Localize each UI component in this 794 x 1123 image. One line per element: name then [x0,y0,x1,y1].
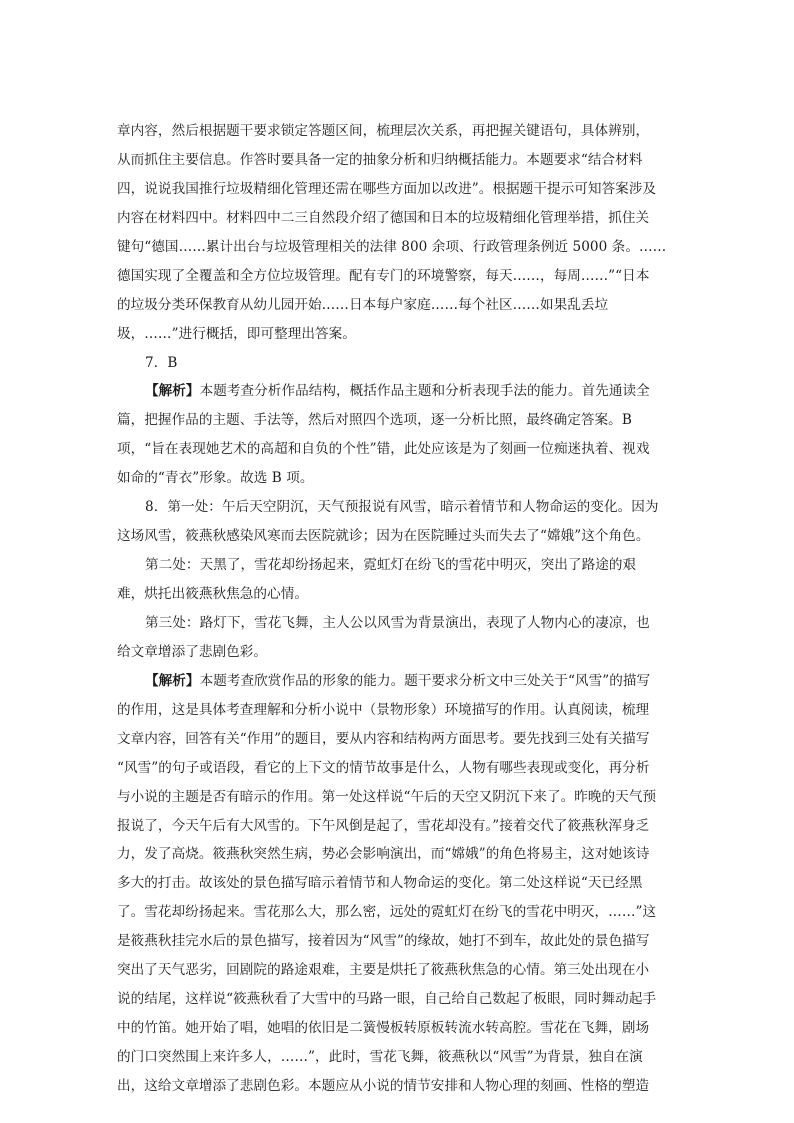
document-body [117,117,677,1101]
text-line: 多大的打击。故该处的景色描写暗示着情节和人物命运的变化。第二处这样说“天已经黑 [117,875,643,892]
text-line: 第二处：天黑了，雪花却纷扬起来，霓虹灯在纷飞的雪花中明灭，突出了路途的艰 [145,557,637,574]
text-line: 突出了天气恶劣，回剧院的路途艰难，主要是烘托了筱燕秋焦急的心情。第三处出现在小 [117,962,650,979]
answer-number-7: 7．B [145,354,178,371]
analysis-tag: 【解析】 [145,383,200,400]
text-line: 文章内容，回答有关“作用”的题目，要从内容和结构两方面思考。要先找到三处有关描写 [117,730,650,747]
text-line: 与小说的主题是否有暗示的作用。第一处这样说“午后的天空又阴沉下来了。昨晚的天气预 [117,788,657,805]
answer-number-8: 8．第一处：午后天空阴沉，天气预报说有风雪，暗示着情节和人物命运的变化。因为 [145,499,659,516]
analysis-tag: 【解析】 [145,672,200,689]
text-line: 键句“德国……累计出台与垃圾管理相关的法律 800 余项、行政管理条例近 5000 条。…… [117,238,667,255]
text-line: 是筱燕秋挂完水后的景色描写，接着因为“风雪”的缘故，她打不到车，故此处的景色描写 [117,933,650,950]
text-line: 给文章增添了悲剧色彩。 [117,643,268,660]
text-line: 德国实现了全覆盖和全方位垃圾管理。配有专门的环境警察，每天……，每周……”“日本 [117,267,650,284]
text-line: 圾，……”进行概括，即可整理出答案。 [117,325,356,342]
text-line: 中的竹笛。她开始了唱，她唱的依旧是二簧慢板转原板转流水转高腔。雪花在飞舞，剧场 [117,1020,650,1037]
analysis-text: 本题考查欣赏作品的形象的能力。题干要求分析文中三处关于“风雪”的描写 [199,672,651,689]
analysis-paragraph-7-line [117,377,677,406]
text-line: 章内容，然后根据题干要求锁定答题区间，梳理层次关系，再把握关键语句，具体辨别， [117,123,650,139]
text-line: 了。雪花却纷扬起来。雪花那么大，那么密，远处的霓虹灯在纷飞的雪花中明灭，……”这 [117,904,657,921]
text-line: 难，烘托出筱燕秋焦急的心情。 [117,586,309,602]
text-line: “风雪”的句子或语段，看它的上下文的情节故事是什么，人物有哪些表现或变化，再分析 [117,759,650,776]
text-line: 从而抓住主要信息。作答时要具备一定的抽象分析和归纳概括能力。本题要求“结合材料 [117,151,643,168]
analysis-paragraph-8-line [117,667,677,696]
text-line: 力，发了高烧。筱燕秋突然生病，势必会影响演出，而“嫦娥”的角色将易主，这对她该诗 [117,846,650,863]
text-line: 的作用，这是具体考查理解和分析小说中（景物形象）环境描写的作用。认真阅读，梳理 [117,701,650,718]
text-line: 项，“旨在表现她艺术的高超和自负的个性”错，此处应该是为了刻画一位痴迷执着、视戏 [117,441,650,458]
text-line: 这场风雪，筱燕秋感染风寒而去医院就诊；因为在医院睡过头而失去了“嫦娥”这个角色。 [117,528,650,545]
text-line: 内容在材料四中。材料四中二三自然段介绍了德国和日本的垃圾精细化管理举措，抓住关 [117,209,650,226]
text-line: 四，说说我国推行垃圾精细化管理还需在哪些方面加以改进”。根据题干提示可知答案涉及 [117,180,657,197]
text-line: 的垃圾分类环保教育从幼儿园开始……日本每户家庭……每个社区……如果乱丢垃 [117,296,609,313]
text-line: 篇，把握作品的主题、手法等，然后对照四个选项，逐一分析比照，最终确定答案。B [117,412,632,429]
text-line: 如命的“青衣”形象。故选 B 项。 [117,470,314,487]
analysis-text: 本题考查分析作品结构，概括作品主题和分析表现手法的能力。首先通读全 [199,383,650,400]
text-line: 的门口突然围上来许多人，……”，此时，雪花飞舞，筱燕秋以“风雪”为背景，独自在演 [117,1049,643,1065]
text-line: 说的结尾，这样说“筱燕秋看了大雪中的马路一眼，自己给自己数起了板眼，同时舞动起手 [117,991,657,1008]
text-line: 出，这给文章增添了悲剧色彩。本题应从小说的情节安排和人物心理的刻画、性格的塑造 [117,1077,650,1094]
text-line: 第三处：路灯下，雪花飞舞，主人公以风雪为背景演出，表现了人物内心的凄凉，也 [145,614,650,631]
text-line: 报说了，今天午后有大风雪的。下午风倒是起了，雪花却没有。”接着交代了筱燕秋浑身乏 [117,817,650,834]
